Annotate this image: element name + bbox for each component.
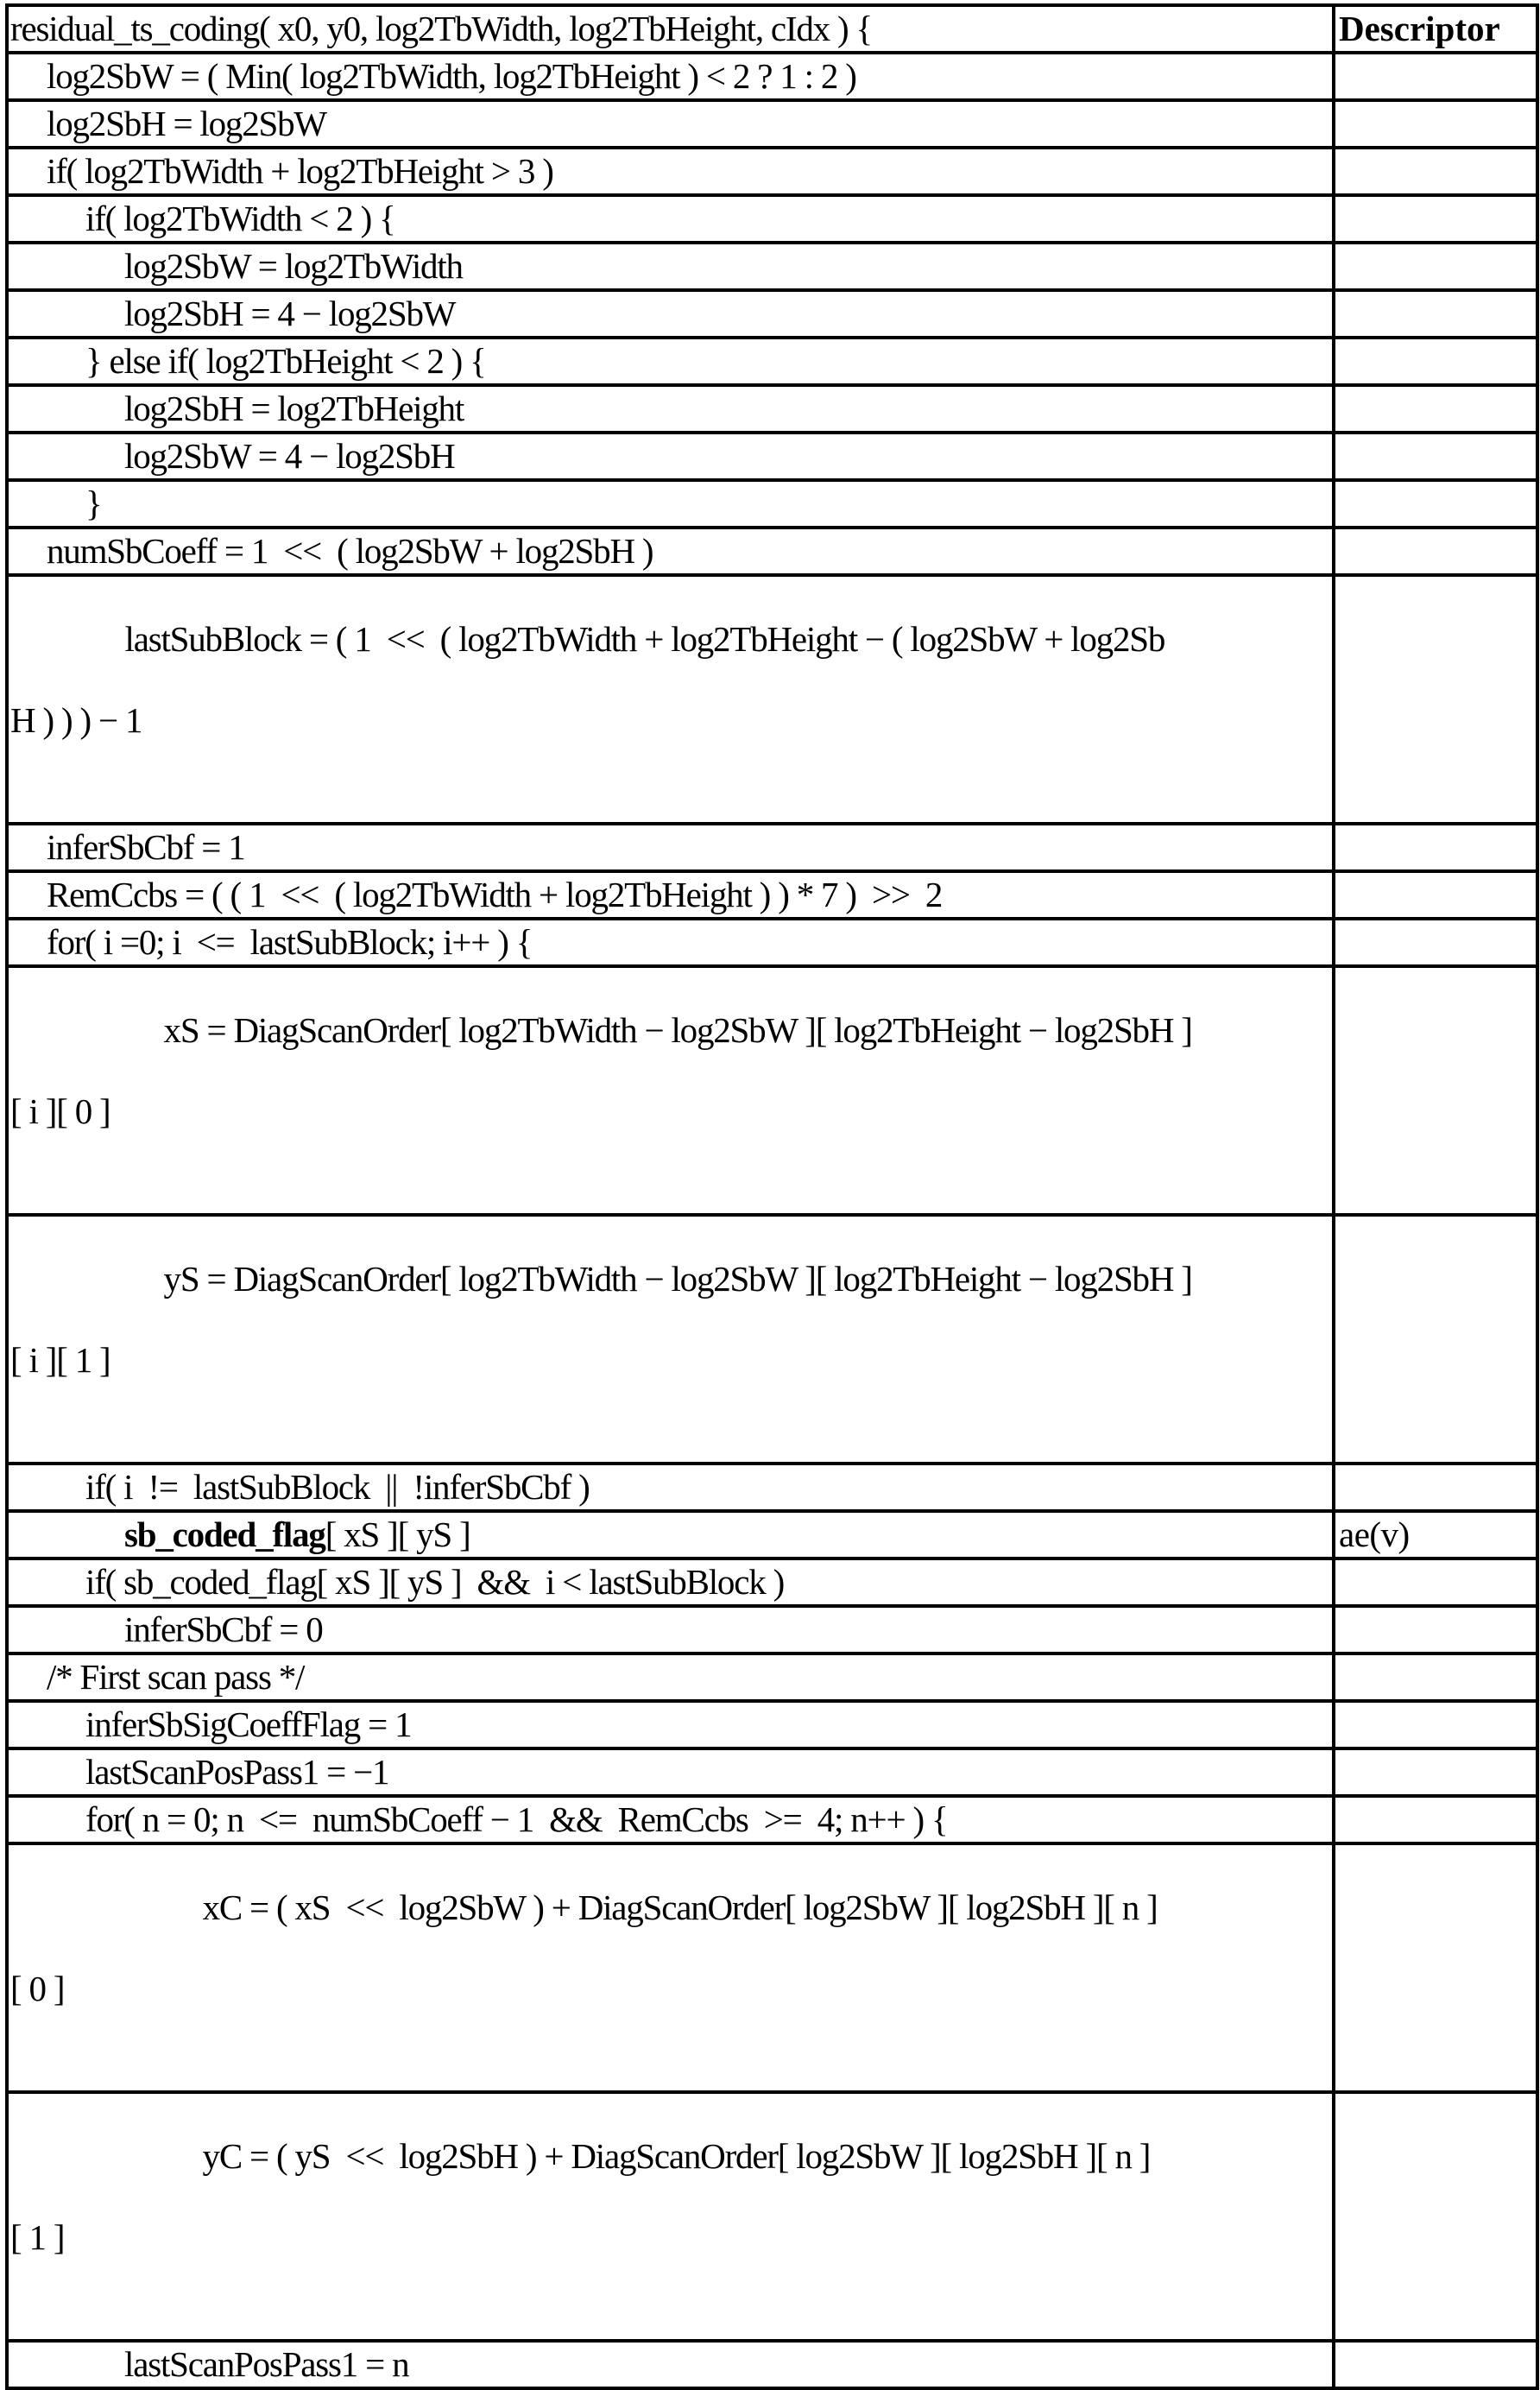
syntax-cell [7, 1843, 1334, 2092]
syntax-cell [7, 1606, 1334, 1653]
descriptor-text [1335, 149, 1536, 151]
descriptor-cell [1334, 1653, 1537, 1701]
table-row [7, 1843, 1537, 2092]
syntax-cell [7, 871, 1334, 919]
syntax-cell [7, 385, 1334, 433]
descriptor-cell [1334, 1464, 1537, 1511]
syntax-text: if( sb_coded_flag[ xS ][ yS ] && i < lastSubBlock ) [85, 1562, 785, 1602]
syntax-cell [7, 100, 1334, 148]
descriptor-cell [1334, 2341, 1537, 2388]
descriptor-text [1335, 54, 1536, 56]
syntax-cell [7, 1748, 1334, 1796]
descriptor-cell [1334, 919, 1537, 966]
syntax-cell [7, 966, 1334, 1215]
descriptor-cell [1334, 1559, 1537, 1606]
syntax-cell [7, 1464, 1334, 1511]
descriptor-text [1335, 1217, 1536, 1218]
syntax-cell [7, 290, 1334, 338]
syntax-text: if( log2TbWidth < 2 ) { [85, 199, 395, 238]
table-row [7, 575, 1537, 824]
syntax-cell [7, 1215, 1334, 1464]
descriptor-cell [1334, 53, 1537, 100]
table-row [7, 1215, 1537, 1464]
syntax-text: log2SbW = ( Min( log2TbWidth, log2TbHeight ) < 2 ? 1 : 2 ) [47, 56, 856, 96]
table-row [7, 1464, 1537, 1511]
descriptor-cell [1334, 966, 1537, 1215]
syntax-text: inferSbCbf = 0 [124, 1609, 323, 1649]
syntax-text: lastScanPosPass1 = −1 [85, 1752, 389, 1792]
descriptor-cell [1334, 1606, 1537, 1653]
table-row [7, 338, 1537, 385]
table-row [7, 919, 1537, 966]
syntax-cell [7, 824, 1334, 871]
syntax-line-1: yS = DiagScanOrder[ log2TbWidth − log2SbW ][ log2TbHeight − log2SbH ] [163, 1259, 1192, 1299]
descriptor-cell [1334, 338, 1537, 385]
syntax-cell [7, 528, 1334, 575]
syntax-line-2: [ i ][ 1 ] [10, 1340, 110, 1380]
descriptor-cell [1334, 1511, 1537, 1559]
descriptor-text [1335, 1655, 1536, 1657]
descriptor-text [1335, 1750, 1536, 1752]
syntax-table [5, 3, 1539, 2390]
table-row [7, 290, 1537, 338]
syntax-line-2: H ) ) ) − 1 [10, 700, 142, 740]
table-row [7, 1748, 1537, 1796]
syntax-cell [7, 2341, 1334, 2388]
descriptor-text [1335, 920, 1536, 922]
syntax-text: } [85, 484, 102, 523]
syntax-text [9, 1217, 1332, 1462]
descriptor-text [1335, 529, 1536, 531]
syntax-cell [7, 919, 1334, 966]
descriptor-text [1335, 387, 1536, 389]
descriptor-cell [1334, 2092, 1537, 2341]
syntax-cell [7, 195, 1334, 243]
table-row [7, 385, 1537, 433]
table-row [7, 2092, 1537, 2341]
syntax-cell [7, 1796, 1334, 1843]
syntax-cell [7, 338, 1334, 385]
syntax-text: numSbCoeff = 1 << ( log2SbW + log2SbH ) [47, 531, 653, 571]
syntax-text: log2SbH = 4 − log2SbW [124, 294, 456, 333]
table-row [7, 1559, 1537, 1606]
descriptor-cell [1334, 1748, 1537, 1796]
table-row [7, 1606, 1537, 1653]
descriptor-cell [1334, 871, 1537, 919]
syntax-cell [7, 575, 1334, 824]
descriptor-text [1335, 434, 1536, 436]
descriptor-cell [1334, 528, 1537, 575]
table-row [7, 148, 1537, 195]
descriptor-text [1335, 1703, 1536, 1704]
descriptor-text [1335, 197, 1536, 199]
descriptor-text [1335, 102, 1536, 104]
descriptor-text [1335, 2343, 1536, 2344]
syntax-text: for( i =0; i <= lastSubBlock; i++ ) { [47, 922, 533, 962]
descriptor-cell [1334, 100, 1537, 148]
syntax-text [9, 2094, 1332, 2339]
descriptor-cell [1334, 1701, 1537, 1748]
syntax-text: inferSbCbf = 1 [47, 827, 245, 867]
syntax-text: if( i != lastSubBlock || !inferSbCbf ) [85, 1467, 590, 1507]
syntax-line-2: [ 0 ] [10, 1969, 65, 2008]
syntax-cell [7, 480, 1334, 528]
table-row [7, 871, 1537, 919]
descriptor-text [1335, 1465, 1536, 1467]
descriptor-text [1335, 482, 1536, 484]
descriptor-cell [1334, 1215, 1537, 1464]
descriptor-cell [1334, 148, 1537, 195]
function-signature: residual_ts_coding( x0, y0, log2TbWidth, log2TbHeight, cIdx ) { [10, 9, 873, 48]
descriptor-cell [1334, 290, 1537, 338]
table-row [7, 480, 1537, 528]
descriptor-text [1335, 577, 1536, 579]
descriptor-cell [1334, 1796, 1537, 1843]
descriptor-cell [1334, 385, 1537, 433]
syntax-cell [7, 243, 1334, 290]
descriptor-column-header: Descriptor [1339, 9, 1500, 48]
descriptor-text [1335, 825, 1536, 827]
syntax-cell [7, 53, 1334, 100]
syntax-cell [7, 1559, 1334, 1606]
syntax-cell [7, 1653, 1334, 1701]
descriptor-text [1335, 873, 1536, 875]
descriptor-cell [1334, 824, 1537, 871]
table-header-row [7, 5, 1537, 53]
descriptor-text [1335, 2094, 1536, 2096]
syntax-line-2: [ i ][ 0 ] [10, 1091, 110, 1131]
syntax-line-1: xC = ( xS << log2SbW ) + DiagScanOrder[ log2SbW ][ log2SbH ][ n ] [202, 1887, 1158, 1927]
syntax-text: inferSbSigCoeffFlag = 1 [85, 1704, 412, 1744]
table-row [7, 433, 1537, 480]
syntax-text [9, 968, 1332, 1213]
descriptor-text [1335, 1608, 1536, 1609]
descriptor-header-cell [1334, 5, 1537, 53]
syntax-line-2: [ 1 ] [10, 2217, 65, 2257]
descriptor-text: ae(v) [1339, 1514, 1410, 1554]
table-row [7, 243, 1537, 290]
table-row [7, 1701, 1537, 1748]
descriptor-cell [1334, 195, 1537, 243]
descriptor-text [1335, 968, 1536, 970]
table-row [7, 824, 1537, 871]
descriptor-text [1335, 1560, 1536, 1562]
syntax-text: lastScanPosPass1 = n [124, 2344, 409, 2384]
syntax-text: } else if( log2TbHeight < 2 ) { [85, 341, 486, 381]
comment-text: /* First scan pass */ [47, 1657, 305, 1697]
descriptor-text [1335, 1798, 1536, 1799]
descriptor-text [1335, 244, 1536, 246]
descriptor-cell [1334, 243, 1537, 290]
descriptor-cell [1334, 433, 1537, 480]
syntax-cell [7, 433, 1334, 480]
syntax-cell [7, 148, 1334, 195]
syntax-line-1: yC = ( yS << log2SbH ) + DiagScanOrder[ log2SbW ][ log2SbH ][ n ] [202, 2136, 1151, 2176]
syntax-cell [7, 1511, 1334, 1559]
syntax-text: log2SbH = log2SbW [47, 104, 326, 143]
table-row [7, 1511, 1537, 1559]
descriptor-text [1335, 1845, 1536, 1847]
table-row [7, 1796, 1537, 1843]
table-row [7, 53, 1537, 100]
syntax-text: log2SbW = 4 − log2SbH [124, 436, 455, 476]
syntax-text [9, 1513, 1332, 1555]
table-row [7, 2341, 1537, 2388]
syntax-text [9, 1845, 1332, 2090]
syntax-cell [7, 2092, 1334, 2341]
syntax-text: for( n = 0; n <= numSbCoeff − 1 && RemCcbs >= 4; n++ ) { [85, 1799, 948, 1839]
syntax-element-args: [ xS ][ yS ] [325, 1514, 470, 1554]
table-row [7, 966, 1537, 1215]
descriptor-text [1335, 339, 1536, 341]
syntax-header-cell [7, 5, 1334, 53]
syntax-text: log2SbW = log2TbWidth [124, 246, 463, 286]
descriptor-cell [1334, 575, 1537, 824]
table-row [7, 1653, 1537, 1701]
descriptor-cell [1334, 1843, 1537, 2092]
table-row [7, 195, 1537, 243]
table-row [7, 100, 1537, 148]
table-row [7, 528, 1537, 575]
descriptor-cell [1334, 480, 1537, 528]
syntax-text: if( log2TbWidth + log2TbHeight > 3 ) [47, 151, 553, 191]
syntax-line-1: xS = DiagScanOrder[ log2TbWidth − log2SbW ][ log2TbHeight − log2SbH ] [163, 1010, 1192, 1050]
syntax-line-1: lastSubBlock = ( 1 << ( log2TbWidth + log2TbHeight − ( log2SbW + log2Sb [124, 619, 1165, 659]
descriptor-text [1335, 292, 1536, 294]
syntax-text: RemCcbs = ( ( 1 << ( log2TbWidth + log2TbHeight ) ) * 7 ) >> 2 [47, 875, 943, 914]
syntax-text: log2SbH = log2TbHeight [124, 389, 464, 428]
syntax-text [9, 577, 1332, 822]
syntax-cell [7, 1701, 1334, 1748]
syntax-element-name: sb_coded_flag [124, 1514, 325, 1554]
